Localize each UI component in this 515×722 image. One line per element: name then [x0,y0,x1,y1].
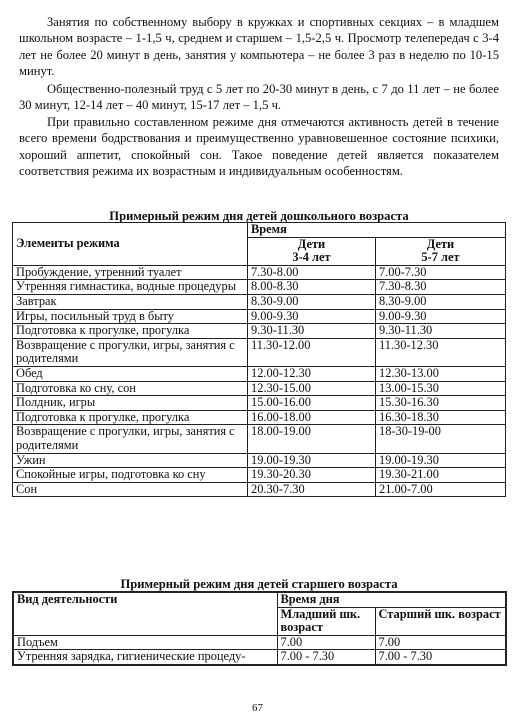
time-cell: 9.30-11.30 [248,324,376,339]
time-cell: 20.30-7.30 [248,482,376,497]
table2-col-senior: Старший шк. возраст [375,607,506,635]
time-cell: 7.00-7.30 [376,265,506,280]
time-cell: 19.30-20.30 [248,468,376,483]
activity-cell: Полдник, игры [13,396,248,411]
table1-col-elements: Элементы режима [13,223,248,266]
paragraph-3: При правильно составленном режиме дня отмечаются активность детей в течение всего времени бодрствования и преимущественно уравновешенное состояние психики, хороший аппетит, спокойный сон. Такое поведение детей является показателем соответствия режима их возрастным и индивидуальным особенностям. [19,115,499,179]
time-cell: 21.00-7.00 [376,482,506,497]
time-cell: 19.30-21.00 [376,468,506,483]
paragraph-2: Общественно-полезный труд с 5 лет по 20-30 минут в день, с 7 до 11 лет – не более 30 минут, 12-14 лет – 40 минут, 15-17 лет – 1,5 ч. [19,82,499,113]
time-cell: 13.00-15.30 [376,381,506,396]
table2-title: Примерный режим дня детей старшего возраста [120,577,398,591]
time-cell: 18.00-19.00 [248,425,376,453]
time-cell: 19.00-19.30 [248,453,376,468]
activity-cell: Пробуждение, утренний туалет [13,265,248,280]
table1-body [13,265,506,497]
activity-cell: Возвращение с прогулки, игры, занятия с родителями [13,425,248,453]
table-row [13,265,506,280]
activity-cell: Сон [13,482,248,497]
table-row [13,381,506,396]
table2-header-row [13,592,506,607]
time-cell: 9.30-11.30 [376,324,506,339]
table-row [13,396,506,411]
time-cell: 12.00-12.30 [248,366,376,381]
time-cell: 7.00 - 7.30 [277,650,375,665]
table1-header-row [13,223,506,238]
table1-col-time: Время [248,223,506,238]
time-cell: 7.30-8.00 [248,265,376,280]
activity-cell: Подготовка к прогулке, прогулка [13,410,248,425]
page-number: 67 [252,702,263,714]
activity-cell: Подъем [13,635,277,650]
table-row [13,280,506,295]
time-cell: 19.00-19.30 [376,453,506,468]
table1-title: Примерный режим дня детей дошкольного возраста [109,209,409,223]
activity-cell: Утренняя гимнастика, водные процедуры [13,280,248,295]
activity-cell: Ужин [13,453,248,468]
time-cell: 7.00 [375,635,506,650]
activity-cell: Завтрак [13,294,248,309]
table-row [13,366,506,381]
time-cell: 12.30-15.00 [248,381,376,396]
time-cell: 18-30-19-00 [376,425,506,453]
table-row [13,425,506,453]
time-cell: 8.30-9.00 [248,294,376,309]
time-cell: 12.30-13.00 [376,366,506,381]
time-cell: 7.00 [277,635,375,650]
paragraph-1: Занятия по собственному выбору в кружках и спортивных секциях – в младшем школьном возрасте – 1-1,5 ч, среднем и старшем – 1,5-2,5 ч. Просмотр телепередач с 3-4 лет не более 20 минут в день, занятия у компьютера – не более 3 раз в неделю по 10-15 минут. [19,15,499,79]
activity-cell: Возвращение с прогулки, игры, занятия с родителями [13,338,248,366]
time-cell: 11.30-12.30 [376,338,506,366]
school-schedule-table [12,591,507,666]
table2-col-time: Время дня [277,592,506,607]
table-row [13,650,506,665]
time-cell: 8.30-9.00 [376,294,506,309]
time-cell: 8.00-8.30 [248,280,376,295]
activity-cell: Подготовка ко сну, сон [13,381,248,396]
time-cell: 9.00-9.30 [376,309,506,324]
activity-cell: Игры, посильный труд в быту [13,309,248,324]
table2-body [13,635,506,665]
table2-col-junior: Младший шк. возраст [277,607,375,635]
activity-cell: Утренняя зарядка, гигиенические процеду- [13,650,277,665]
table1-col-age-3-4: Дети 3-4 лет [248,237,376,265]
table-row [13,468,506,483]
time-cell: 7.30-8.30 [376,280,506,295]
table-row [13,338,506,366]
table-row [13,410,506,425]
time-cell: 7.00 - 7.30 [375,650,506,665]
activity-cell: Обед [13,366,248,381]
table-row [13,453,506,468]
time-cell: 15.00-16.00 [248,396,376,411]
activity-cell: Подготовка к прогулке, прогулка [13,324,248,339]
time-cell: 16.00-18.00 [248,410,376,425]
time-cell: 11.30-12.00 [248,338,376,366]
time-cell: 16.30-18.30 [376,410,506,425]
table-row [13,309,506,324]
table1-col-age-5-7: Дети 5-7 лет [376,237,506,265]
table2-col-activity: Вид деятельности [13,592,277,635]
activity-cell: Спокойные игры, подготовка ко сну [13,468,248,483]
time-cell: 15.30-16.30 [376,396,506,411]
time-cell: 9.00-9.30 [248,309,376,324]
table-row [13,635,506,650]
preschool-schedule-table [12,222,506,497]
table-row [13,482,506,497]
table-row [13,294,506,309]
table-row [13,324,506,339]
